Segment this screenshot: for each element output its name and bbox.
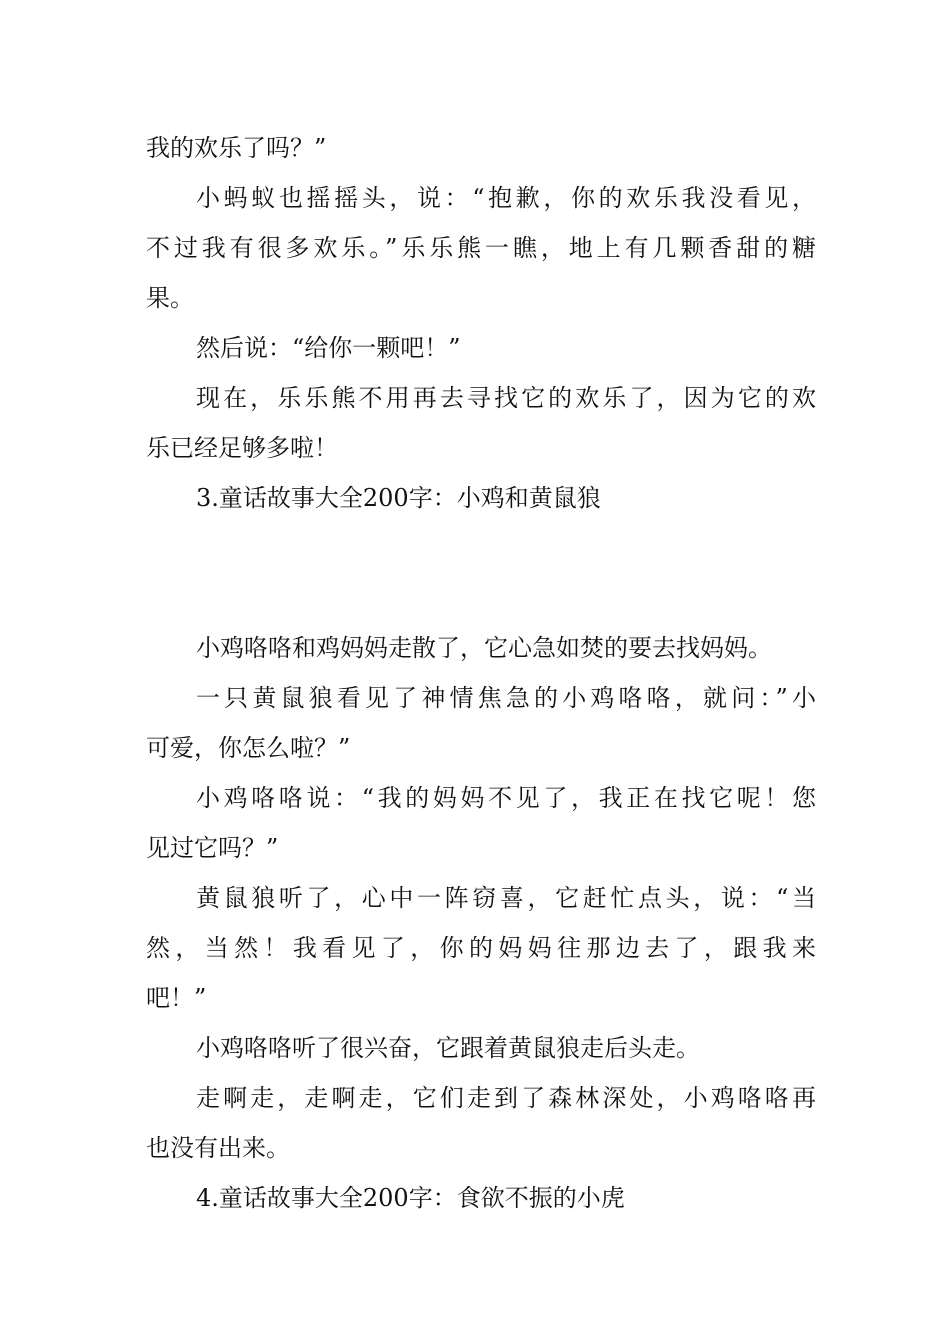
paragraph-line: 然，当然！我看见了，你的妈妈往那边去了，跟我来 bbox=[146, 934, 816, 962]
paragraph-line: 小蚂蚁也摇摇头，说：“抱歉，你的欢乐我没看见， bbox=[196, 184, 816, 212]
paragraph-line: 乐已经足够多啦！ bbox=[146, 434, 338, 462]
paragraph-line: 一只黄鼠狼看见了神情焦急的小鸡咯咯，就问：”小 bbox=[196, 684, 816, 712]
paragraph-line: 小鸡咯咯听了很兴奋，它跟着黄鼠狼走后头走。 bbox=[196, 1034, 700, 1062]
paragraph-line: 走啊走，走啊走，它们走到了森林深处，小鸡咯咯再 bbox=[196, 1084, 816, 1112]
paragraph-line: 现在，乐乐熊不用再去寻找它的欢乐了，因为它的欢 bbox=[196, 384, 816, 412]
paragraph-line: 果。 bbox=[146, 284, 194, 312]
paragraph-line: 也没有出来。 bbox=[146, 1134, 290, 1162]
paragraph-line: 小鸡咯咯和鸡妈妈走散了，它心急如焚的要去找妈妈。 bbox=[196, 634, 772, 662]
paragraph-line: 黄鼠狼听了，心中一阵窃喜，它赶忙点头，说：“当 bbox=[196, 884, 816, 912]
section-heading: 4.童话故事大全200字：食欲不振的小虎 bbox=[196, 1184, 625, 1212]
paragraph-line: 不过我有很多欢乐。”乐乐熊一瞧，地上有几颗香甜的糖 bbox=[146, 234, 816, 262]
paragraph-line: 我的欢乐了吗？” bbox=[146, 134, 327, 162]
paragraph-line: 见过它吗？” bbox=[146, 834, 279, 862]
paragraph-line: 可爱，你怎么啦？” bbox=[146, 734, 351, 762]
paragraph-line: 然后说：“给你一颗吧！” bbox=[196, 334, 461, 362]
paragraph-line: 吧！” bbox=[146, 984, 207, 1012]
paragraph-line: 小鸡咯咯说：“我的妈妈不见了，我正在找它呢！您 bbox=[196, 784, 816, 812]
section-heading: 3.童话故事大全200字：小鸡和黄鼠狼 bbox=[196, 484, 601, 512]
